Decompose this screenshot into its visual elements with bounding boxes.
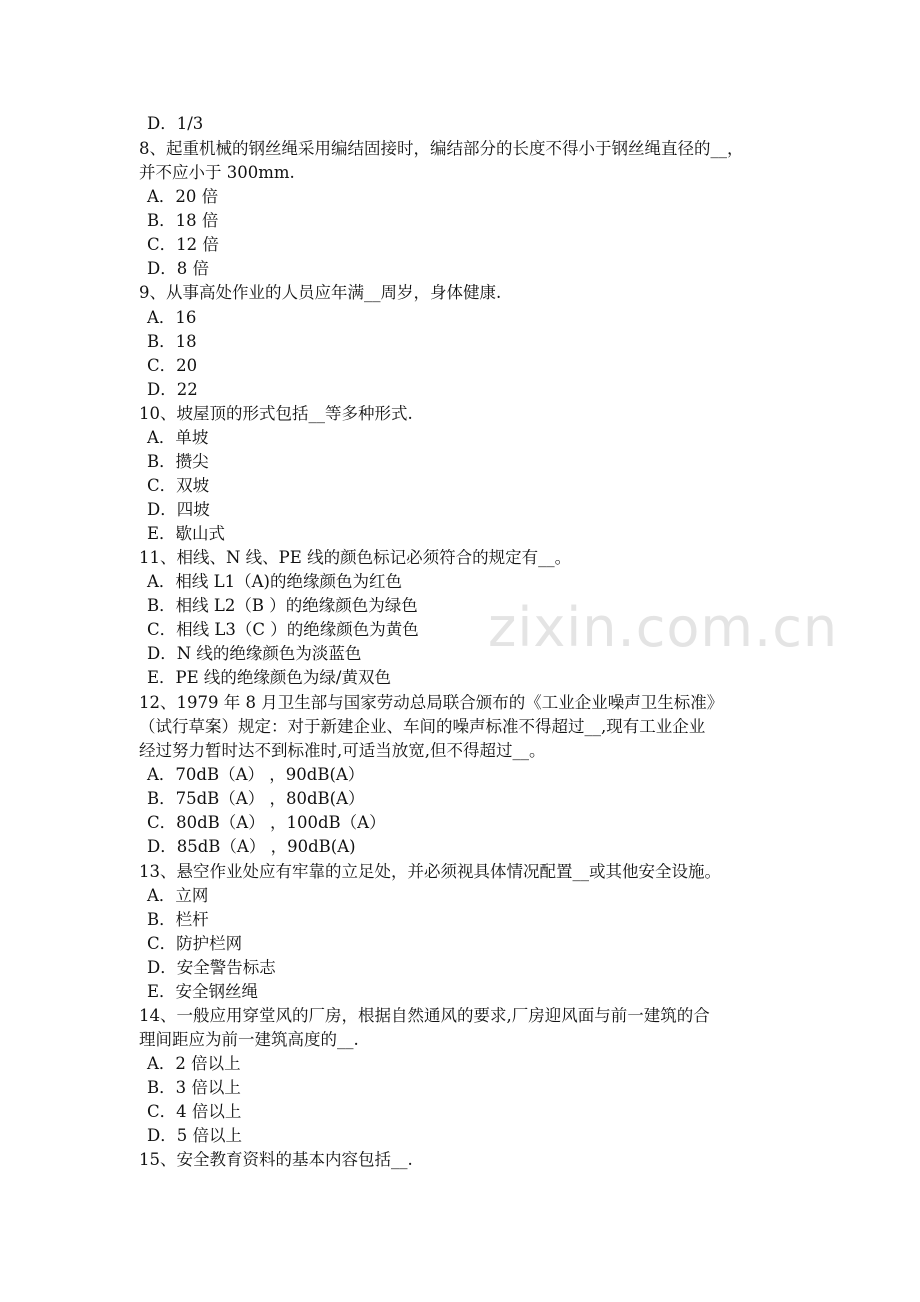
option-line: D．5 倍以上 [147, 1126, 242, 1145]
option-line: A．16 [147, 308, 197, 327]
question-line: 经过努力暂时达不到标准时,可适当放宽,但不得超过__。 [139, 741, 546, 760]
question-line: 15、安全教育资料的基本内容包括__. [139, 1150, 413, 1169]
option-line: A．单坡 [147, 428, 209, 447]
option-line: C．80dB（A） ，100dB（A） [147, 813, 386, 832]
option-line: D．85dB（A） ，90dB(A) [147, 837, 356, 856]
option-line: C．相线 L3（C ）的绝缘颜色为黄色 [147, 620, 419, 639]
option-line: C．12 倍 [147, 235, 219, 254]
option-line: E．PE 线的绝缘颜色为绿/黄双色 [147, 668, 391, 687]
question-line: 8、起重机械的钢丝绳采用编结固接时，编结部分的长度不得小于钢丝绳直径的__， [139, 139, 744, 158]
option-line: D．N 线的绝缘颜色为淡蓝色 [147, 644, 362, 663]
option-line: B．75dB（A） ，80dB(A） [147, 789, 365, 808]
option-line: B．相线 L2（B ）的绝缘颜色为绿色 [147, 596, 418, 615]
option-line: D．四坡 [147, 500, 210, 519]
option-line: C．双坡 [147, 476, 210, 495]
option-line: A．相线 L1（A)的绝缘颜色为红色 [147, 572, 402, 591]
question-line: 14、一般应用穿堂风的厂房，根据自然通风的要求,厂房迎风面与前一建筑的合 [139, 1006, 710, 1025]
option-line: C．4 倍以上 [147, 1102, 242, 1121]
option-line: C．防护栏网 [147, 934, 243, 953]
question-line: 9、从事高处作业的人员应年满__周岁，身体健康. [139, 283, 502, 302]
question-line: 理间距应为前一建筑高度的__. [139, 1030, 359, 1049]
option-line: A．立网 [147, 886, 209, 905]
option-line: D．安全警告标志 [147, 958, 276, 977]
option-line: E．安全钢丝绳 [147, 982, 259, 1001]
option-line: D．22 [147, 380, 198, 399]
option-line: C．20 [147, 356, 198, 375]
question-line: 11、相线、N 线、PE 线的颜色标记必须符合的规定有__。 [139, 548, 572, 567]
question-line: 13、悬空作业处应有牢靠的立足处，并必须视具体情况配置__或其他安全设施。 [139, 862, 721, 881]
watermark: zixin.com.cn [488, 596, 839, 659]
option-line: A．2 倍以上 [147, 1054, 241, 1073]
option-line: B．攒尖 [147, 452, 209, 471]
option-line: E．歇山式 [147, 524, 226, 543]
question-line: 并不应小于 300mm. [139, 163, 295, 182]
option-line: B．18 [147, 332, 197, 351]
option-line: B．3 倍以上 [147, 1078, 241, 1097]
question-line: 10、坡屋顶的形式包括__等多种形式. [139, 404, 413, 423]
option-line: D．1/3 [147, 114, 204, 133]
question-line: （试行草案）规定：对于新建企业、车间的噪声标准不得超过__,现有工业企业 [139, 717, 706, 736]
option-line: B．18 倍 [147, 211, 219, 230]
option-line: A．20 倍 [147, 187, 219, 206]
question-line: 12、1979 年 8 月卫生部与国家劳动总局联合颁布的《工业企业噪声卫生标准》 [139, 693, 724, 712]
option-line: D．8 倍 [147, 259, 209, 278]
option-line: B．栏杆 [147, 910, 209, 929]
option-line: A．70dB（A） ，90dB(A） [147, 765, 365, 784]
